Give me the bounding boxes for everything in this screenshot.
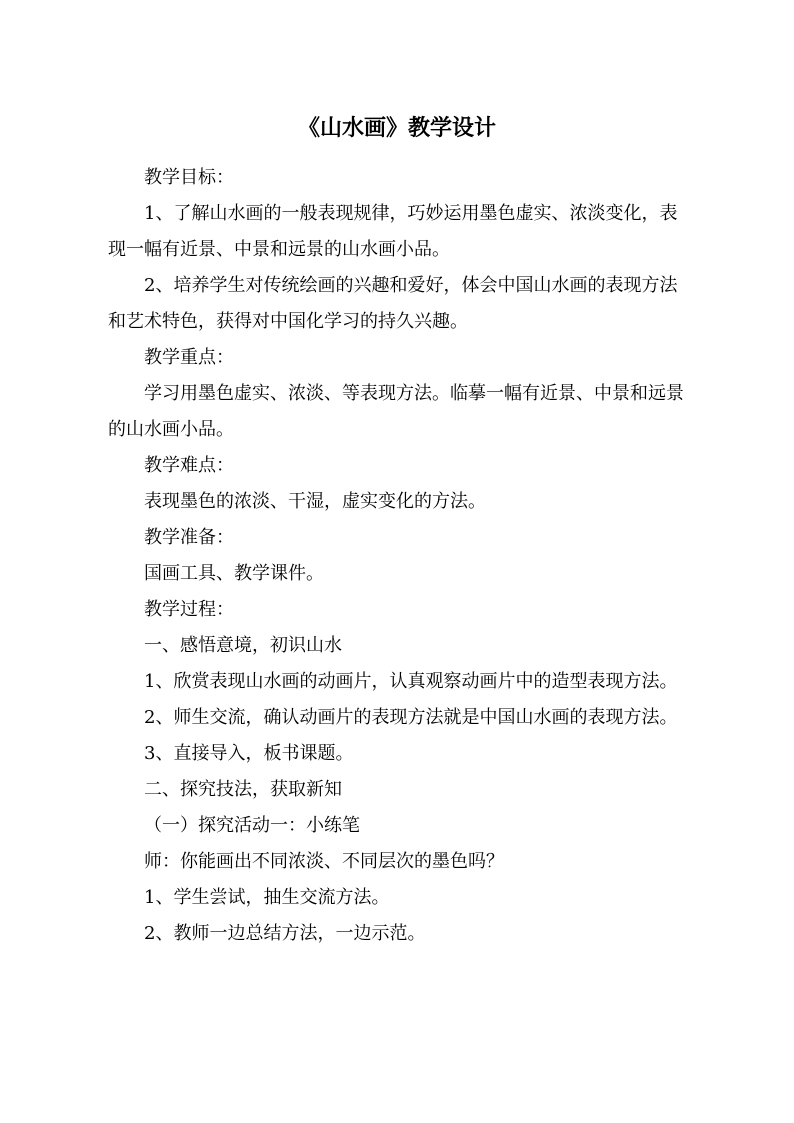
- paragraph-key-points-heading: 教学重点：: [144, 347, 234, 368]
- paragraph-objective-2: 2、培养学生对传统绘画的兴趣和爱好，体会中国山水画的表现方法和艺术特色，获得对中国化学习的持久兴趣。: [108, 275, 678, 332]
- paragraph-difficulties-heading: 教学难点：: [144, 455, 234, 476]
- paragraph-preparation-heading: 教学准备：: [144, 527, 234, 548]
- paragraph-process-step-2-heading: 二、探究技法，获取新知: [144, 779, 342, 800]
- paragraph-teaching-objectives-heading: 教学目标：: [144, 167, 234, 188]
- paragraph-process-step-1-heading: 一、感悟意境，初识山水: [144, 635, 342, 656]
- paragraph-activity-1-step-2: 2、教师一边总结方法，一边示范。: [144, 923, 426, 944]
- paragraph-objective-1: 1、了解山水画的一般表现规律，巧妙运用墨色虚实、浓淡变化，表现一幅有近景、中景和远景的山水画小品。: [108, 203, 678, 260]
- paragraph-process-heading: 教学过程：: [144, 599, 234, 620]
- paragraph-activity-1-step-1: 1、学生尝试，抽生交流方法。: [144, 887, 390, 908]
- paragraph-process-step-1-2: 2、师生交流，确认动画片的表现方法就是中国山水画的表现方法。: [144, 707, 678, 728]
- paragraph-difficulties: 表现墨色的浓淡、干湿，虚实变化的方法。: [144, 491, 486, 512]
- paragraph-teacher-question: 师：你能画出不同浓淡、不同层次的墨色吗？: [144, 851, 504, 872]
- paragraph-process-step-1-1: 1、欣赏表现山水画的动画片，认真观察动画片中的造型表现方法。: [144, 671, 678, 692]
- paragraph-process-step-1-3: 3、直接导入，板书课题。: [144, 743, 354, 764]
- paragraph-activity-1-heading: （一）探究活动一：小练笔: [144, 815, 360, 836]
- document-title: 《山水画》教学设计: [297, 115, 496, 141]
- document-body: [108, 160, 688, 952]
- paragraph-preparation: 国画工具、教学课件。: [144, 563, 324, 584]
- paragraph-key-points: 学习用墨色虚实、浓淡、等表现方法。临摹一幅有近景、中景和远景的山水画小品。: [108, 383, 684, 440]
